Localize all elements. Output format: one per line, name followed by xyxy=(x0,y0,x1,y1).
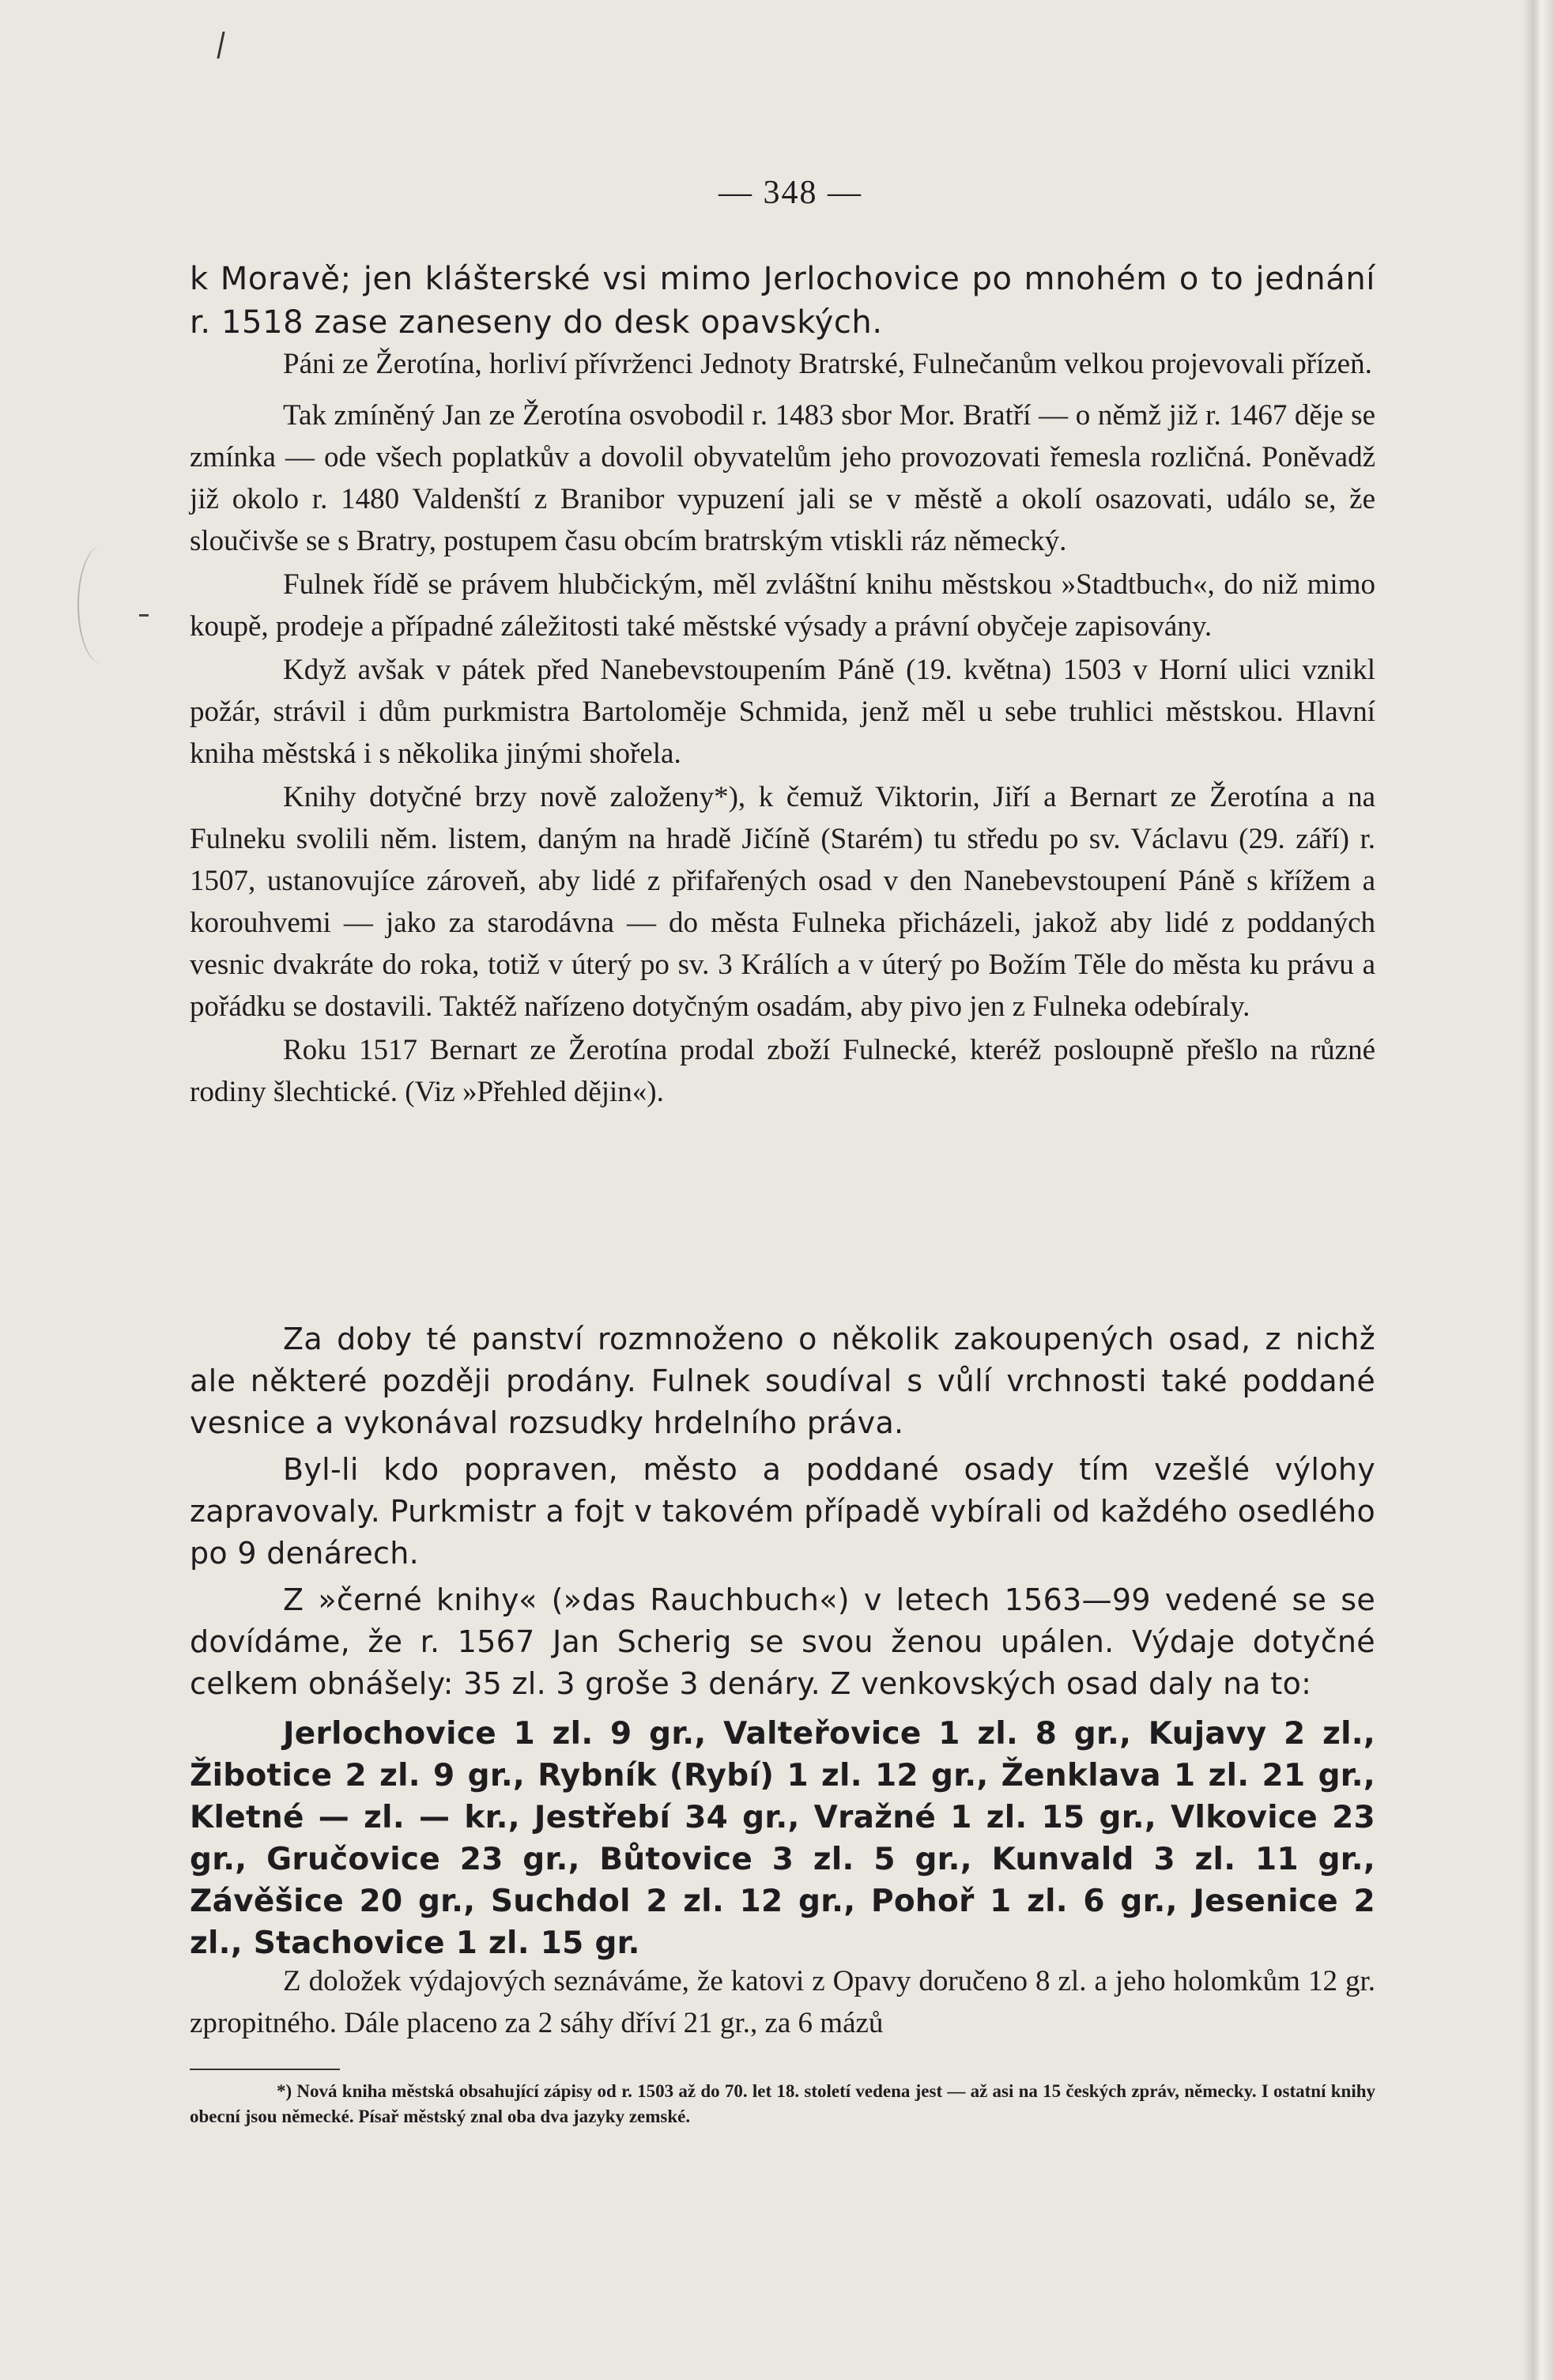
page-edge-shadow xyxy=(1522,0,1554,2380)
text-block-serif xyxy=(190,258,1375,345)
paragraph-1: k Moravě; jen klášterské vsi mimo Jerlochovice po mnohém o to jednání r. 1518 zase zaneseny do desk opavských. xyxy=(190,261,1375,341)
paragraph-5: Když avšak v pátek před Nanebevstoupením Páně (19. května) 1503 v Horní ulici vznikl požár, strávil i dům purkmistra Bartoloměje Schmida, jenž měl u sebe truhlici městskou. Hlavní kniha městská i s několika jinými shořela. xyxy=(190,654,1375,770)
footnote xyxy=(190,2079,1375,2129)
text-block-sans xyxy=(190,1318,1375,1964)
footnote-marker: *) xyxy=(277,2081,292,2101)
footnote-rule xyxy=(190,2069,340,2070)
paragraph-12: Z doložek výdajových seznáváme, že katovi z Opavy doručeno 8 zl. a jeho holomkům 12 gr. zpropitného. Dále placeno za 2 sáhy dříví 21 gr., za 6 mázů xyxy=(190,1965,1375,2039)
paragraph-4: Fulnek řídě se právem hlubčickým, měl zvláštní knihu městskou »Stadtbuch«, do niž mimo koupě, prodeje a případné záležitosti také městské výsady a právní obyčeje zapisovány. xyxy=(190,568,1375,643)
pencil-mark xyxy=(217,32,229,58)
margin-bracket-mark xyxy=(77,545,126,664)
margin-dash-mark xyxy=(139,614,149,617)
paragraph-8: Za doby té panství rozmnoženo o několik zakoupených osad, z nichž ale některé později prodány. Fulnek soudíval s vůlí vrchnosti také poddané vesnice a vykonával rozsudky hrdelního práva. xyxy=(190,1322,1375,1440)
text-block-serif-3 xyxy=(190,1960,1375,2044)
paragraph-6: Knihy dotyčné brzy nově založeny*), k čemuž Viktorin, Jiří a Bernart ze Žerotína a na Fulneku svolili něm. listem, daným na hradě Jičíně (Starém) tu středu po sv. Václavu (29. září) r. 1507, ustanovujíce zároveň, aby lidé z přifařených osad v den Nanebevstoupení Páně s křížem a korouhvemi — jako za starodávna — do města Fulneka přicházeli, jakož aby lidé z poddaných vesnic dvakráte do roka, totiž v úterý po sv. 3 Králích a v úterý po Božím Těle do města ku právu a pořádku se dostavili. Taktéž nařízeno dotyčným osadám, aby pivo jen z Fulneka odebíraly. xyxy=(190,781,1375,1023)
paragraph-2: Páni ze Žerotína, horliví přívrženci Jednoty Bratrské, Fulnečanům velkou projevovali přízeň. xyxy=(283,348,1372,380)
paragraph-3: Tak zmíněný Jan ze Žerotína osvobodil r. 1483 sbor Mor. Bratří — o němž již r. 1467 děje se zmínka — ode všech poplatkův a dovolil obyvatelům jeho provozovati řemesla rozličná. Poněvadž již okolo r. 1480 Valdenští z Branibor vypuzení jali se v městě a okolí osazovati, událo se, že sloučivše se s Bratry, postupem času obcím bratrským vtiskli ráz německý. xyxy=(190,399,1375,557)
paragraph-11: Jerlochovice 1 zl. 9 gr., Valteřovice 1 zl. 8 gr., Kujavy 2 zl., Žibotice 2 zl. 9 gr., Rybník (Rybí) 1 zl. 12 gr., Ženklava 1 zl. 21 gr., Kletné — zl. — kr., Jestřebí 34 gr., Vražné 1 zl. 15 gr., Vlkovice 23 gr., Gručovice 23 gr., Bůtovice 3 zl. 5 gr., Kunvald 3 zl. 11 gr., Závěšice 20 gr., Suchdol 2 zl. 12 gr., Pohoř 1 zl. 6 gr., Jesenice 2 zl., Stachovice 1 zl. 15 gr. xyxy=(190,1716,1375,1961)
text-block-serif-2 xyxy=(190,343,1375,1113)
paragraph-10: Z »černé knihy« (»das Rauchbuch«) v letech 1563—99 vedené se se dovídáme, že r. 1567 Jan Scherig se svou ženou upálen. Výdaje dotyčné celkem obnášely: 35 zl. 3 groše 3 denáry. Z venkovských osad daly na to: xyxy=(190,1582,1375,1701)
footnote-text: Nová kniha městská obsahující zápisy od r. 1503 až do 70. let 18. století vedena jest — až asi na 15 českých zpráv, německy. I ostatní knihy obecní jsou německé. Písař městský znal oba dva jazyky zemské. xyxy=(190,2081,1376,2126)
paragraph-7: Roku 1517 Bernart ze Žerotína prodal zboží Fulnecké, kteréž posloupně přešlo na různé rodiny šlechtické. (Viz »Přehled dějin«). xyxy=(190,1034,1375,1108)
paragraph-9: Byl-li kdo popraven, město a poddané osady tím vzešlé výlohy zapravovaly. Purkmistr a fojt v takovém případě vybírali od každého osedlého po 9 denárech. xyxy=(190,1452,1375,1571)
page-number: — 348 — xyxy=(719,175,862,211)
